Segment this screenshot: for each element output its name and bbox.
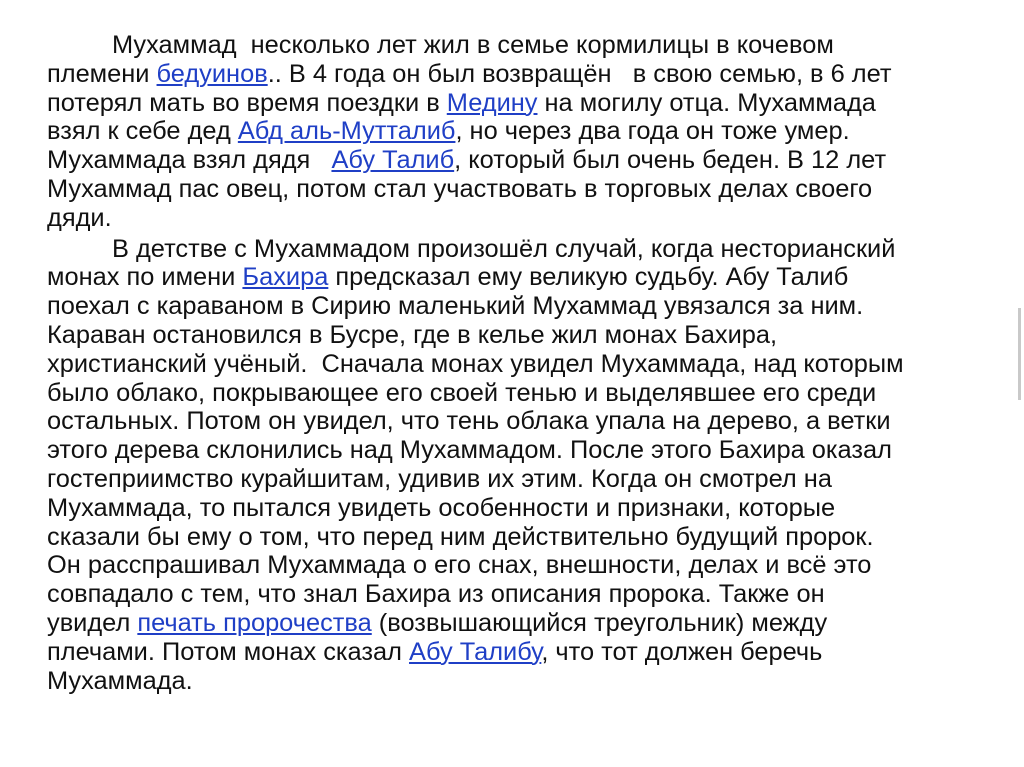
text-line	[47, 494, 1017, 523]
text-segment: христианский учёный. Сначала монах увидел Мухаммада, над которым	[47, 349, 904, 378]
text-segment: , который был очень беден. В 12 лет	[454, 146, 887, 175]
text-line	[47, 350, 1017, 379]
hyperlink[interactable]: печать пророчества	[137, 608, 372, 637]
text-segment: было облако, покрывающее его своей тенью и выделявшее его среди	[47, 378, 877, 407]
text-segment: .. В 4 года он был возвращён в свою семью, в 6 лет	[267, 59, 892, 88]
text-line	[47, 235, 1017, 264]
hyperlink[interactable]: бедуинов	[156, 59, 268, 88]
text-segment: , но через два года он тоже умер.	[455, 117, 850, 146]
hyperlink[interactable]: Бахира	[242, 263, 329, 292]
text-line	[47, 321, 1017, 350]
text-segment: Мухаммад несколько лет жил в семье кормилицы в кочевом	[112, 31, 834, 59]
text-line	[47, 175, 1017, 204]
right-edge-divider	[1018, 308, 1021, 400]
text-line	[47, 638, 1017, 667]
text-line	[47, 89, 1017, 118]
text-line	[47, 436, 1017, 465]
text-segment: Мухаммада взял дядя	[47, 146, 332, 175]
text-segment: Он расспрашивал Мухаммада о его снах, внешности, делах и всё это	[47, 551, 872, 580]
text-segment: взял к себе дед	[47, 117, 238, 146]
text-segment: В детстве с Мухаммадом произошёл случай, когда несторианский	[112, 234, 896, 263]
text-segment: племени	[47, 59, 157, 88]
text-line	[47, 523, 1017, 552]
text-segment: сказали бы ему о том, что перед ним действительно будущий пророк.	[47, 522, 874, 551]
text-segment: монах по имени	[47, 263, 243, 292]
paragraph-2	[47, 235, 1017, 696]
text-line	[47, 31, 1017, 60]
text-segment: этого дерева склонились над Мухаммадом. После этого Бахира оказал	[47, 436, 892, 465]
text-line	[47, 204, 1017, 233]
text-segment: Караван остановился в Бусре, где в келье жил монах Бахира,	[47, 320, 778, 349]
text-line	[47, 609, 1017, 638]
text-segment: на могилу отца. Мухаммада	[537, 88, 876, 117]
text-segment: гостеприимство курайшитам, удивив их этим. Когда он смотрел на	[47, 464, 832, 493]
hyperlink[interactable]: Абу Талибу	[409, 637, 542, 666]
text-segment: предсказал ему великую судьбу. Абу Талиб	[328, 263, 849, 292]
paragraph-1	[47, 31, 1017, 233]
text-line	[47, 117, 1017, 146]
hyperlink[interactable]: Абд аль-Мутталиб	[237, 117, 456, 146]
text-segment: Мухаммад пас овец, потом стал участвовать в торговых делах своего	[47, 174, 873, 203]
text-segment: остальных. Потом он увидел, что тень облака упала на дерево, а ветки	[47, 407, 891, 436]
hyperlink[interactable]: Медину	[446, 88, 538, 117]
text-line	[47, 146, 1017, 175]
text-segment: Мухаммада, то пытался увидеть особенности и признаки, которые	[47, 493, 836, 522]
text-segment: поехал с караваном в Сирию маленький Мухаммад увязался за ним.	[47, 292, 864, 321]
text-line	[47, 407, 1017, 436]
text-line	[47, 263, 1017, 292]
text-segment: плечами. Потом монах сказал	[47, 637, 410, 666]
text-segment: (возвышающийся треугольник) между	[371, 608, 828, 637]
text-line	[47, 292, 1017, 321]
text-segment: , что тот должен беречь	[541, 637, 823, 666]
text-segment: совпадало с тем, что знал Бахира из описания пророка. Также он	[47, 580, 825, 609]
text-body	[47, 31, 1017, 695]
hyperlink[interactable]: Абу Талиб	[331, 146, 455, 175]
text-line	[47, 551, 1017, 580]
text-line	[47, 465, 1017, 494]
text-line	[47, 580, 1017, 609]
text-segment: Мухаммада.	[47, 666, 193, 695]
text-line	[47, 60, 1017, 89]
text-line	[47, 379, 1017, 408]
text-segment: дяди.	[47, 203, 112, 232]
text-segment: увидел	[47, 608, 138, 637]
text-segment: потерял мать во время поездки в	[47, 88, 447, 117]
text-line	[47, 667, 1017, 696]
